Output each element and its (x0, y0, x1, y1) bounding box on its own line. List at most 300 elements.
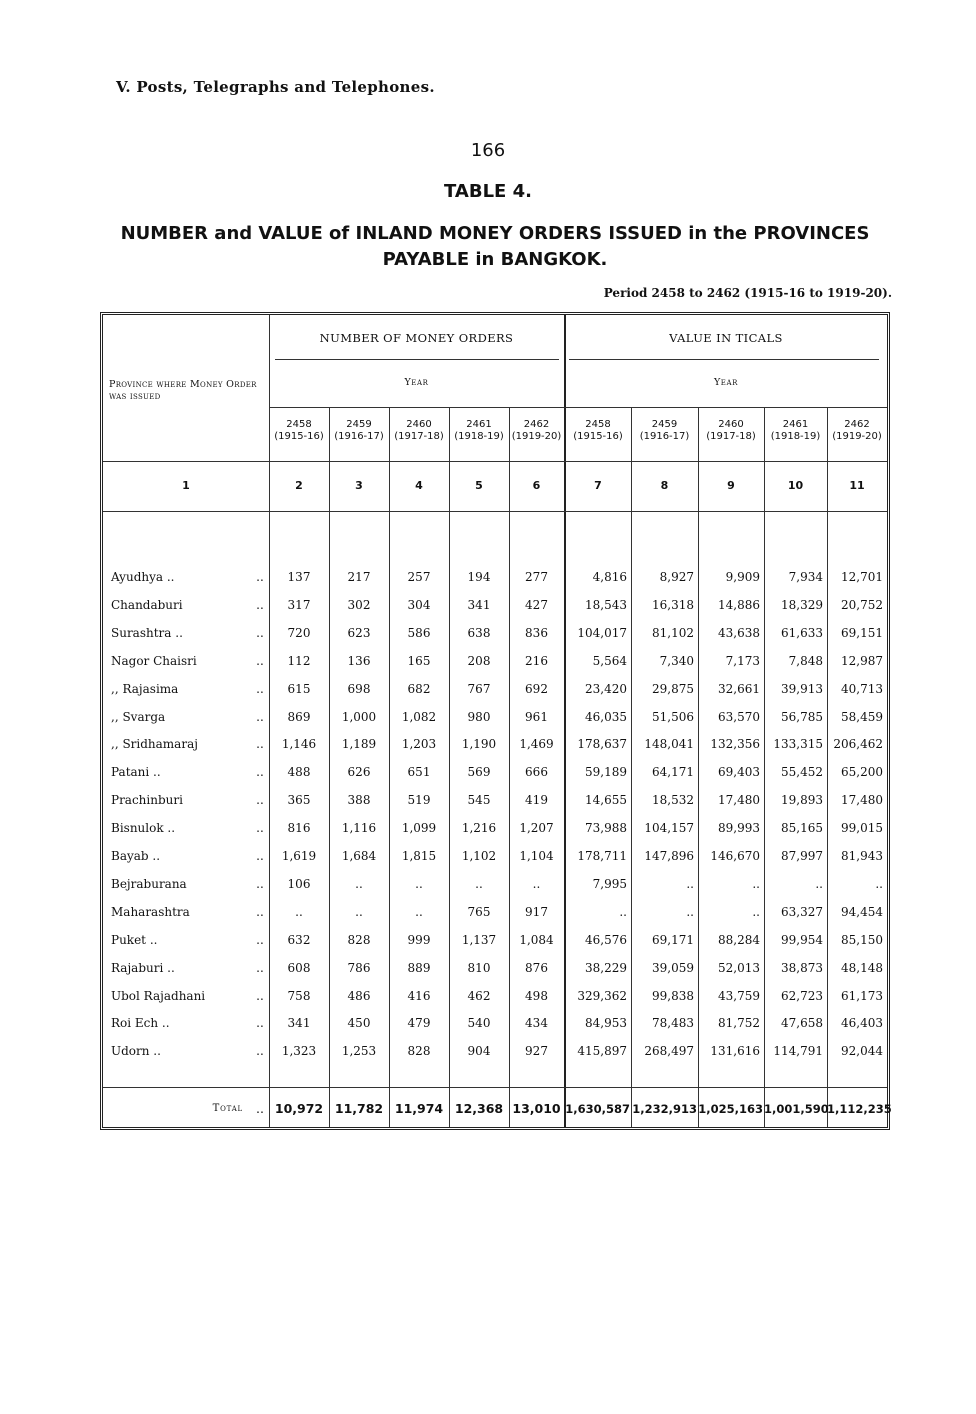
value-cell: 17,480 (841, 793, 883, 808)
leader-dots: .. (256, 765, 264, 780)
value-cell: 69,171 (652, 932, 694, 947)
province-header: Province where Money Order was issued (109, 379, 257, 402)
table-row (103, 647, 887, 675)
count-cell: 836 (525, 625, 548, 640)
column-number: 4 (415, 479, 423, 492)
count-cell: 434 (525, 1016, 548, 1031)
year-column-header (449, 419, 509, 443)
count-cell: 623 (347, 625, 371, 640)
province-name: Bejraburana (111, 876, 187, 891)
count-cell: 569 (467, 765, 491, 780)
value-cell: 39,913 (781, 681, 823, 696)
count-cell: 545 (467, 793, 491, 808)
table-row (103, 870, 887, 898)
value-cell: 268,497 (644, 1044, 694, 1059)
province-name: Bisnulok .. (111, 821, 176, 836)
count-cell: 1,190 (461, 737, 497, 752)
value-cell: .. (686, 876, 694, 891)
value-cell: 99,015 (841, 821, 883, 836)
value-cell: 81,102 (652, 625, 694, 640)
value-cell: 415,897 (577, 1044, 627, 1059)
value-cell: 51,506 (652, 709, 694, 724)
value-cell: 94,454 (841, 904, 883, 919)
value-cell: 89,993 (718, 821, 760, 836)
column-number: 8 (660, 479, 669, 492)
table-row (103, 591, 887, 619)
value-cell: 12,701 (841, 570, 883, 584)
total-value-cell: 1,232,913 (632, 1102, 697, 1116)
value-cell: 81,752 (718, 1016, 760, 1031)
count-cell: 980 (467, 709, 491, 724)
leader-dots: .. (256, 876, 264, 891)
count-cell: 828 (407, 1044, 431, 1059)
leader-dots: .. (256, 960, 264, 975)
value-cell: 133,315 (773, 737, 823, 752)
value-cell: .. (875, 876, 883, 891)
value-cell: 43,638 (718, 625, 760, 640)
value-cell: 61,633 (781, 625, 823, 640)
count-cell: 112 (287, 653, 311, 668)
count-cell: 876 (525, 960, 548, 975)
year-ce: (1917-18) (706, 431, 756, 442)
value-cell: 104,157 (644, 821, 694, 836)
count-cell: 765 (467, 904, 491, 919)
value-cell: 99,838 (652, 988, 694, 1003)
period-note: Period 2458 to 2462 (1915-16 to 1919-20). (603, 286, 892, 300)
count-cell: 416 (407, 988, 431, 1003)
count-cell: 1,102 (461, 849, 497, 863)
count-cell: 1,815 (401, 849, 437, 863)
count-cell: 1,469 (519, 737, 554, 752)
value-cell: 178,711 (577, 849, 627, 863)
table-label: TABLE 4. (444, 181, 532, 202)
province-name: Prachinburi (111, 793, 183, 808)
count-cell: .. (295, 904, 303, 919)
count-cell: 419 (525, 793, 548, 808)
leader-dots: .. (256, 597, 264, 612)
province-name: ,, Rajasima (111, 681, 179, 696)
year-ce: (1919-20) (832, 431, 882, 442)
column-number: 7 (594, 479, 602, 492)
value-cell: 64,171 (652, 765, 694, 780)
province-name: Bayab .. (111, 849, 161, 863)
year-be: 2458 (286, 419, 312, 430)
count-cell: 692 (525, 681, 548, 696)
province-name: Puket .. (111, 932, 158, 947)
value-cell: 46,035 (585, 709, 627, 724)
value-cell: 43,759 (718, 988, 760, 1003)
leader-dots: .. (256, 570, 264, 584)
count-cell: 1,146 (281, 737, 317, 752)
leader-dots: .. (256, 681, 264, 696)
count-cell: 828 (347, 932, 371, 947)
year-ce: (1917-18) (394, 431, 444, 442)
count-cell: .. (355, 876, 363, 891)
column-number: 11 (849, 479, 865, 492)
total-value-cell: 1,630,587 (565, 1102, 630, 1116)
count-cell: 1,189 (341, 737, 377, 752)
count-cell: 1,104 (519, 849, 554, 863)
count-cell: .. (415, 904, 423, 919)
province-name: Maharashtra (111, 904, 190, 919)
count-cell: 615 (287, 681, 311, 696)
value-cell: 47,658 (781, 1016, 823, 1031)
value-cell: 23,420 (585, 681, 627, 696)
value-cell: 18,532 (652, 793, 694, 808)
title-line-2: PAYABLE in BANGKOK. (382, 249, 608, 270)
leader-dots: .. (256, 1044, 264, 1059)
table-row (103, 619, 887, 647)
count-cell: 1,116 (341, 821, 377, 836)
value-cell: 39,059 (652, 960, 694, 975)
value-cell: 62,723 (781, 988, 823, 1003)
year-header-value: Year (713, 377, 739, 388)
province-name: ,, Svarga (111, 709, 166, 724)
province-name: Patani .. (111, 765, 161, 780)
count-cell: 194 (467, 570, 491, 584)
count-cell: 961 (525, 709, 548, 724)
leader-dots: .. (256, 932, 264, 947)
count-cell: 486 (347, 988, 371, 1003)
year-column-header (269, 419, 329, 443)
count-cell: 519 (407, 793, 431, 808)
total-count-cell: 11,782 (334, 1101, 384, 1116)
count-cell: 1,216 (461, 821, 497, 836)
value-cell: 32,661 (718, 681, 760, 696)
count-cell: 1,619 (281, 849, 317, 863)
table-row (103, 703, 887, 731)
count-cell: .. (475, 876, 483, 891)
table-row (103, 926, 887, 954)
value-cell: 19,893 (781, 793, 823, 808)
count-cell: 165 (407, 653, 431, 668)
count-cell: 304 (407, 597, 431, 612)
count-cell: 106 (287, 876, 311, 891)
province-name: Ubol Rajadhani (111, 988, 206, 1003)
count-cell: 917 (525, 904, 548, 919)
value-cell: 114,791 (773, 1044, 823, 1059)
value-cell: 8,927 (659, 570, 694, 584)
value-cell: 92,044 (841, 1044, 883, 1059)
value-cell: 148,041 (644, 737, 694, 752)
value-cell: 206,462 (833, 737, 883, 752)
count-cell: 450 (347, 1016, 371, 1031)
value-cell: 48,148 (841, 960, 883, 975)
value-cell: 85,150 (841, 932, 883, 947)
column-number: 9 (727, 479, 735, 492)
count-cell: 302 (347, 597, 371, 612)
total-label: Total (212, 1103, 243, 1114)
table-title (100, 221, 890, 273)
value-cell: 5,564 (592, 653, 627, 668)
table-row (103, 982, 887, 1010)
count-cell: .. (355, 904, 363, 919)
count-cell: 810 (467, 960, 491, 975)
leader-dots: .. (256, 793, 264, 808)
column-number: 6 (532, 479, 541, 492)
count-cell: 136 (347, 653, 371, 668)
count-cell: 927 (525, 1044, 548, 1059)
value-cell: 63,327 (781, 904, 823, 919)
value-cell: 78,483 (652, 1016, 694, 1031)
value-cell: 14,886 (718, 597, 760, 612)
year-header-number: Year (404, 377, 429, 388)
number-of-money-orders-header: NUMBER OF MONEY ORDERS (319, 331, 514, 345)
table-row (103, 758, 887, 786)
count-cell: 1,207 (519, 821, 554, 836)
count-cell: 720 (287, 625, 311, 640)
leader-dots: .. (256, 821, 264, 836)
value-cell: 178,637 (577, 737, 627, 752)
year-column-header (389, 419, 449, 443)
value-cell: 7,848 (788, 653, 823, 668)
count-cell: 632 (287, 932, 311, 947)
table-row (103, 675, 887, 703)
value-cell: 12,987 (841, 653, 883, 668)
count-cell: 638 (467, 625, 491, 640)
leader-dots: .. (256, 904, 264, 919)
value-cell: .. (686, 904, 694, 919)
value-cell: .. (815, 876, 823, 891)
value-cell: 7,934 (788, 570, 823, 584)
total-value-cell: 1,112,235 (827, 1102, 892, 1116)
count-cell: 427 (525, 597, 548, 612)
table-row (103, 954, 887, 982)
total-count-cell: 10,972 (274, 1101, 324, 1116)
column-number: 3 (355, 479, 363, 492)
count-cell: 1,082 (401, 709, 437, 724)
table-row (103, 1009, 887, 1037)
year-be: 2458 (585, 419, 611, 430)
count-cell: 317 (287, 597, 311, 612)
value-cell: 9,909 (725, 570, 760, 584)
value-cell: 55,452 (781, 765, 823, 780)
count-cell: 462 (467, 988, 491, 1003)
value-cell: 16,318 (652, 597, 694, 612)
value-cell: 63,570 (718, 709, 760, 724)
count-cell: 1,137 (461, 932, 497, 947)
count-cell: 767 (467, 681, 491, 696)
count-cell: 1,099 (401, 821, 437, 836)
value-cell: 73,988 (585, 821, 627, 836)
count-cell: 216 (525, 653, 548, 668)
count-cell: 758 (287, 988, 311, 1003)
value-cell: .. (752, 876, 760, 891)
count-cell: 341 (287, 1016, 311, 1031)
count-cell: 682 (407, 681, 431, 696)
count-cell: 698 (347, 681, 371, 696)
count-cell: 666 (525, 765, 548, 780)
value-cell: 88,284 (718, 932, 760, 947)
value-cell: 38,873 (781, 960, 823, 975)
table-row (103, 730, 887, 758)
value-in-ticals-header: VALUE IN TICALS (669, 331, 783, 345)
year-ce: (1915-16) (274, 431, 324, 442)
table-row (103, 786, 887, 814)
leader-dots: .. (256, 1016, 264, 1031)
value-cell: 69,151 (841, 625, 883, 640)
section-heading: V. Posts, Telegraphs and Telephones. (116, 78, 435, 96)
table-row (103, 814, 887, 842)
value-cell: 56,785 (781, 709, 823, 724)
value-cell: 52,013 (718, 960, 760, 975)
value-cell: 65,200 (841, 765, 883, 780)
year-ce: (1916-17) (334, 431, 384, 442)
count-cell: 904 (467, 1044, 491, 1059)
value-cell: 17,480 (718, 793, 760, 808)
value-cell: 69,403 (718, 765, 760, 780)
value-cell: 18,329 (781, 597, 823, 612)
value-cell: 85,165 (781, 821, 823, 836)
value-cell: 84,953 (585, 1016, 627, 1031)
count-cell: 488 (287, 765, 311, 780)
total-count-cell: 11,974 (394, 1101, 444, 1116)
count-cell: 257 (407, 570, 431, 584)
total-row (103, 1095, 892, 1123)
value-cell: 18,543 (585, 597, 627, 612)
value-cell: 46,403 (841, 1016, 883, 1031)
year-ce: (1918-19) (454, 431, 504, 442)
value-cell: 61,173 (841, 988, 883, 1003)
count-cell: 608 (287, 960, 311, 975)
year-be: 2461 (466, 419, 492, 430)
year-be: 2462 (523, 419, 550, 430)
count-cell: 208 (467, 653, 491, 668)
total-count-cell: 12,368 (454, 1101, 504, 1116)
value-cell: 104,017 (577, 625, 627, 640)
table-row (103, 1037, 887, 1065)
province-name: Roi Ech .. (111, 1016, 170, 1031)
leader-dots: .. (256, 988, 264, 1003)
column-number: 1 (182, 479, 190, 492)
value-cell: 46,576 (585, 932, 627, 947)
count-cell: 540 (467, 1016, 491, 1031)
leader-dots: .. (256, 653, 264, 668)
leader-dots: .. (256, 737, 264, 752)
province-name: Surashtra .. (111, 625, 183, 640)
count-cell: 1,203 (401, 737, 437, 752)
year-ce: (1915-16) (573, 431, 623, 442)
year-be: 2461 (782, 419, 809, 430)
count-cell: 651 (407, 765, 431, 780)
value-cell: 7,340 (659, 653, 694, 668)
value-cell: 38,229 (585, 960, 627, 975)
page-number: 166 (470, 140, 506, 161)
count-cell: 341 (467, 597, 491, 612)
year-be: 2459 (346, 419, 372, 430)
year-ce: (1916-17) (639, 431, 690, 442)
value-cell: 7,995 (592, 876, 627, 891)
table-row (103, 563, 887, 591)
money-orders-table (100, 312, 890, 1130)
count-cell: 277 (525, 570, 548, 584)
count-cell: 786 (347, 960, 371, 975)
year-be: 2462 (844, 419, 870, 430)
count-cell: 217 (347, 570, 371, 584)
value-cell: 14,655 (585, 793, 627, 808)
count-cell: 1,684 (341, 849, 377, 863)
value-cell: 58,459 (841, 709, 883, 724)
count-cell: 1,323 (281, 1044, 317, 1059)
value-cell: .. (619, 904, 627, 919)
year-column-header (764, 419, 827, 443)
value-cell: 40,713 (841, 681, 883, 696)
count-cell: .. (532, 876, 541, 891)
count-cell: 626 (347, 765, 371, 780)
value-cell: 329,362 (577, 988, 627, 1003)
value-cell: 131,616 (710, 1044, 760, 1059)
leader-dots: .. (256, 625, 264, 640)
count-cell: 816 (287, 821, 311, 836)
count-cell: 479 (407, 1016, 431, 1031)
year-column-header (698, 419, 764, 443)
province-name: Rajaburi .. (111, 960, 175, 975)
leader-dots: .. (256, 709, 264, 724)
leader-dots: .. (256, 849, 264, 863)
column-number: 10 (787, 479, 804, 492)
year-be: 2459 (651, 419, 678, 430)
count-cell: 388 (347, 793, 371, 808)
table-row (103, 898, 887, 926)
province-name: Ayudhya .. (111, 570, 175, 584)
year-ce: (1918-19) (770, 431, 821, 442)
count-cell: 365 (287, 793, 311, 808)
value-cell: 20,752 (841, 597, 883, 612)
value-cell: 29,875 (652, 681, 694, 696)
year-ce: (1919-20) (511, 431, 562, 442)
count-cell: 869 (287, 709, 311, 724)
table-row (103, 842, 887, 870)
value-cell: 132,356 (710, 737, 760, 752)
province-name: Chandaburi (111, 597, 183, 612)
value-cell: 81,943 (841, 849, 883, 863)
value-cell: 87,997 (781, 849, 823, 863)
year-be: 2460 (406, 419, 432, 430)
count-cell: .. (415, 876, 423, 891)
year-column-header (565, 419, 631, 443)
year-be: 2460 (718, 419, 744, 430)
total-value-cell: 1,025,163 (698, 1102, 763, 1116)
count-cell: 1,000 (341, 709, 377, 724)
province-name: ,, Sridhamaraj (111, 737, 198, 752)
year-column-header (329, 419, 389, 443)
value-cell: 4,816 (592, 570, 627, 584)
title-line-1: NUMBER and VALUE of INLAND MONEY ORDERS ISSUED in the PROVINCES (120, 223, 870, 244)
value-cell: 7,173 (725, 653, 760, 668)
count-cell: 999 (407, 932, 431, 947)
count-cell: 1,084 (519, 932, 554, 947)
count-cell: 586 (407, 625, 431, 640)
value-cell: 147,896 (644, 849, 694, 863)
total-count-cell: 13,010 (512, 1101, 561, 1116)
total-value-cell: 1,001,590 (764, 1102, 829, 1116)
count-cell: 889 (407, 960, 431, 975)
province-name: Udorn .. (111, 1044, 161, 1059)
province-name: Nagor Chaisri (111, 653, 197, 668)
year-column-header (827, 419, 887, 443)
year-column-header (509, 419, 564, 443)
count-cell: 498 (525, 988, 548, 1003)
value-cell: 146,670 (710, 849, 760, 863)
count-cell: 137 (287, 570, 311, 584)
column-number: 2 (295, 479, 303, 492)
value-cell: .. (752, 904, 760, 919)
count-cell: 1,253 (341, 1044, 377, 1059)
leader-dots: .. (256, 1101, 264, 1116)
value-cell: 59,189 (585, 765, 627, 780)
column-number: 5 (475, 479, 483, 492)
value-cell: 99,954 (781, 932, 823, 947)
